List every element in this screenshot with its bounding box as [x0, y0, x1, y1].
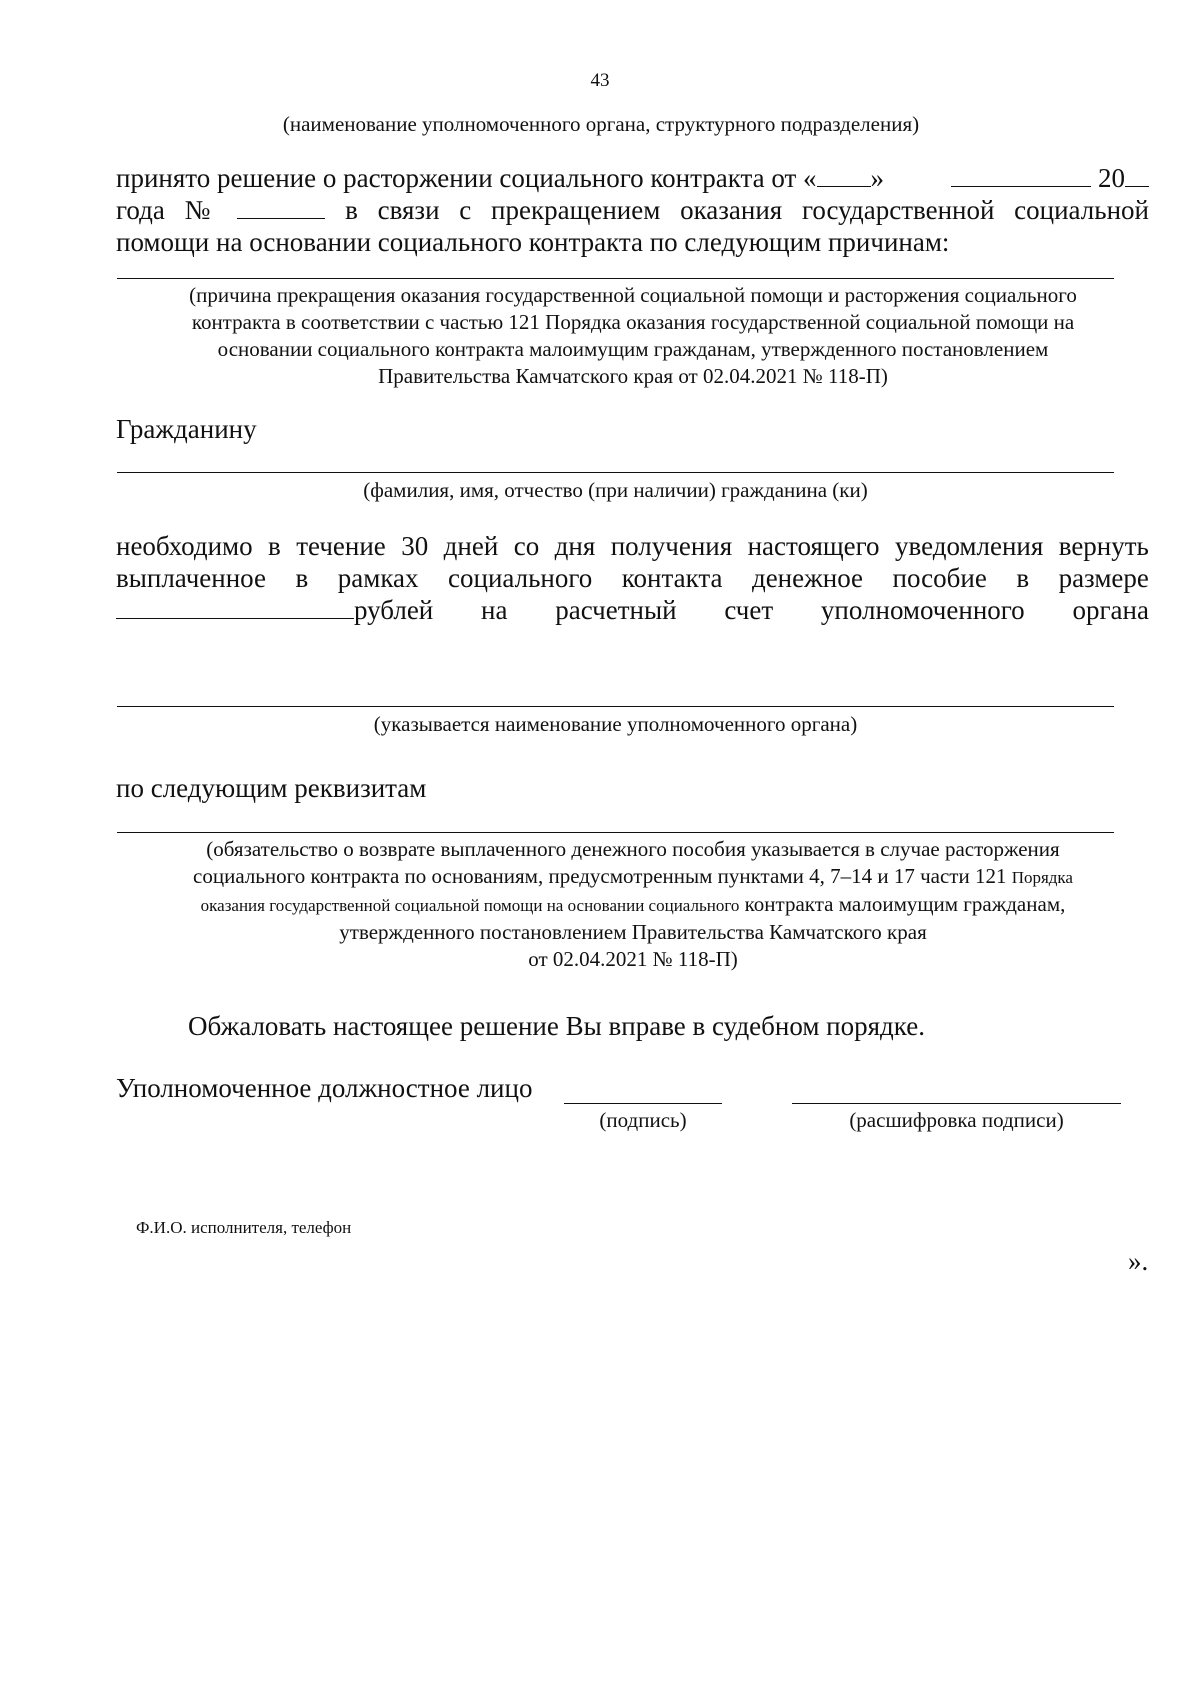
- amount-field: рублей: [116, 594, 433, 626]
- return-paragraph: [116, 530, 1149, 626]
- requisites-underline: [117, 832, 1114, 833]
- number-field: №: [185, 194, 326, 226]
- decision-line-2: года № в связи с прекращением оказания государственной социальной: [116, 195, 1149, 225]
- return-line-1: необходимо в течение 30 дней со дня получения настоящего уведомления вернуть: [116, 531, 1149, 561]
- day-blank: [817, 162, 871, 187]
- decision-line-1-text: принято решение о расторжении социального контракта от « »: [116, 163, 885, 193]
- amount-blank: [116, 594, 354, 619]
- signature-decoding-underline: [792, 1103, 1121, 1104]
- year-blank: [1125, 162, 1149, 187]
- caption-signature: (подпись): [599, 1108, 687, 1132]
- caption-obligation-line-3: оказания государственной социальной помощи на основании социального контракта малоимущим гражданам,: [200, 892, 1066, 916]
- caption-signature-decoding: (расшифровка подписи): [849, 1108, 1064, 1132]
- reason-underline: [117, 278, 1114, 279]
- caption-obligation: (обязательство о возврате выплаченного денежного пособия указывается в случае расторжения социального контракта по основаниям, предусмотренным пунктами 4, 7–14 и 17 части 121 Порядка оказания государственной социальной помощи на основании социального контракта малоимущим гражданам, утвержденного постановлением Правительства Камчатского края от 02.04.2021 № 118-П): [106, 836, 1160, 973]
- closing-quote: ».: [1128, 1246, 1149, 1276]
- return-line-2: выплаченное в рамках социального контакта денежное пособие в размере: [116, 563, 1149, 593]
- citizen-label: Гражданину: [116, 414, 257, 444]
- page-number: 43: [590, 70, 610, 91]
- decision-line-3: помощи на основании социального контракта по следующим причинам:: [116, 227, 950, 257]
- authority-underline: [117, 706, 1114, 707]
- caption-reason: (причина прекращения оказания государственной социальной помощи и расторжения социального контракта в соответствии с частью 121 Порядка оказания государственной социальной помощи на основании социального контракта малоимущим гражданам, утвержденного постановлением Правительства Камчатского края от 02.04.2021 № 118-П): [189, 283, 1077, 388]
- number-blank: [237, 194, 325, 219]
- caption-authority: (наименование уполномоченного органа, структурного подразделения): [282, 112, 920, 136]
- caption-obligation-line-2: социального контракта по основаниям, предусмотренным пунктами 4, 7–14 и 17 части 121 Порядка: [193, 864, 1073, 888]
- decision-line-1: [116, 162, 1149, 194]
- month-blank: [951, 162, 1091, 187]
- citizen-underline: [117, 472, 1114, 473]
- caption-authority-name: (указывается наименование уполномоченного органа): [373, 712, 858, 736]
- appeal-text: Обжаловать настоящее решение Вы вправе в судебном порядке.: [188, 1011, 925, 1041]
- decision-date-fields: 20: [951, 162, 1149, 194]
- requisites-label: по следующим реквизитам: [116, 773, 427, 803]
- caption-citizen: (фамилия, имя, отчество (при наличии) гражданина (ки): [363, 478, 868, 502]
- signature-underline: [564, 1103, 722, 1104]
- executor-note: Ф.И.О. исполнителя, телефон: [136, 1218, 352, 1237]
- return-line-3: рублей на расчетный счет уполномоченного органа: [116, 594, 1149, 626]
- decision-paragraph: [116, 162, 1149, 258]
- signature-label: Уполномоченное должностное лицо: [116, 1073, 533, 1103]
